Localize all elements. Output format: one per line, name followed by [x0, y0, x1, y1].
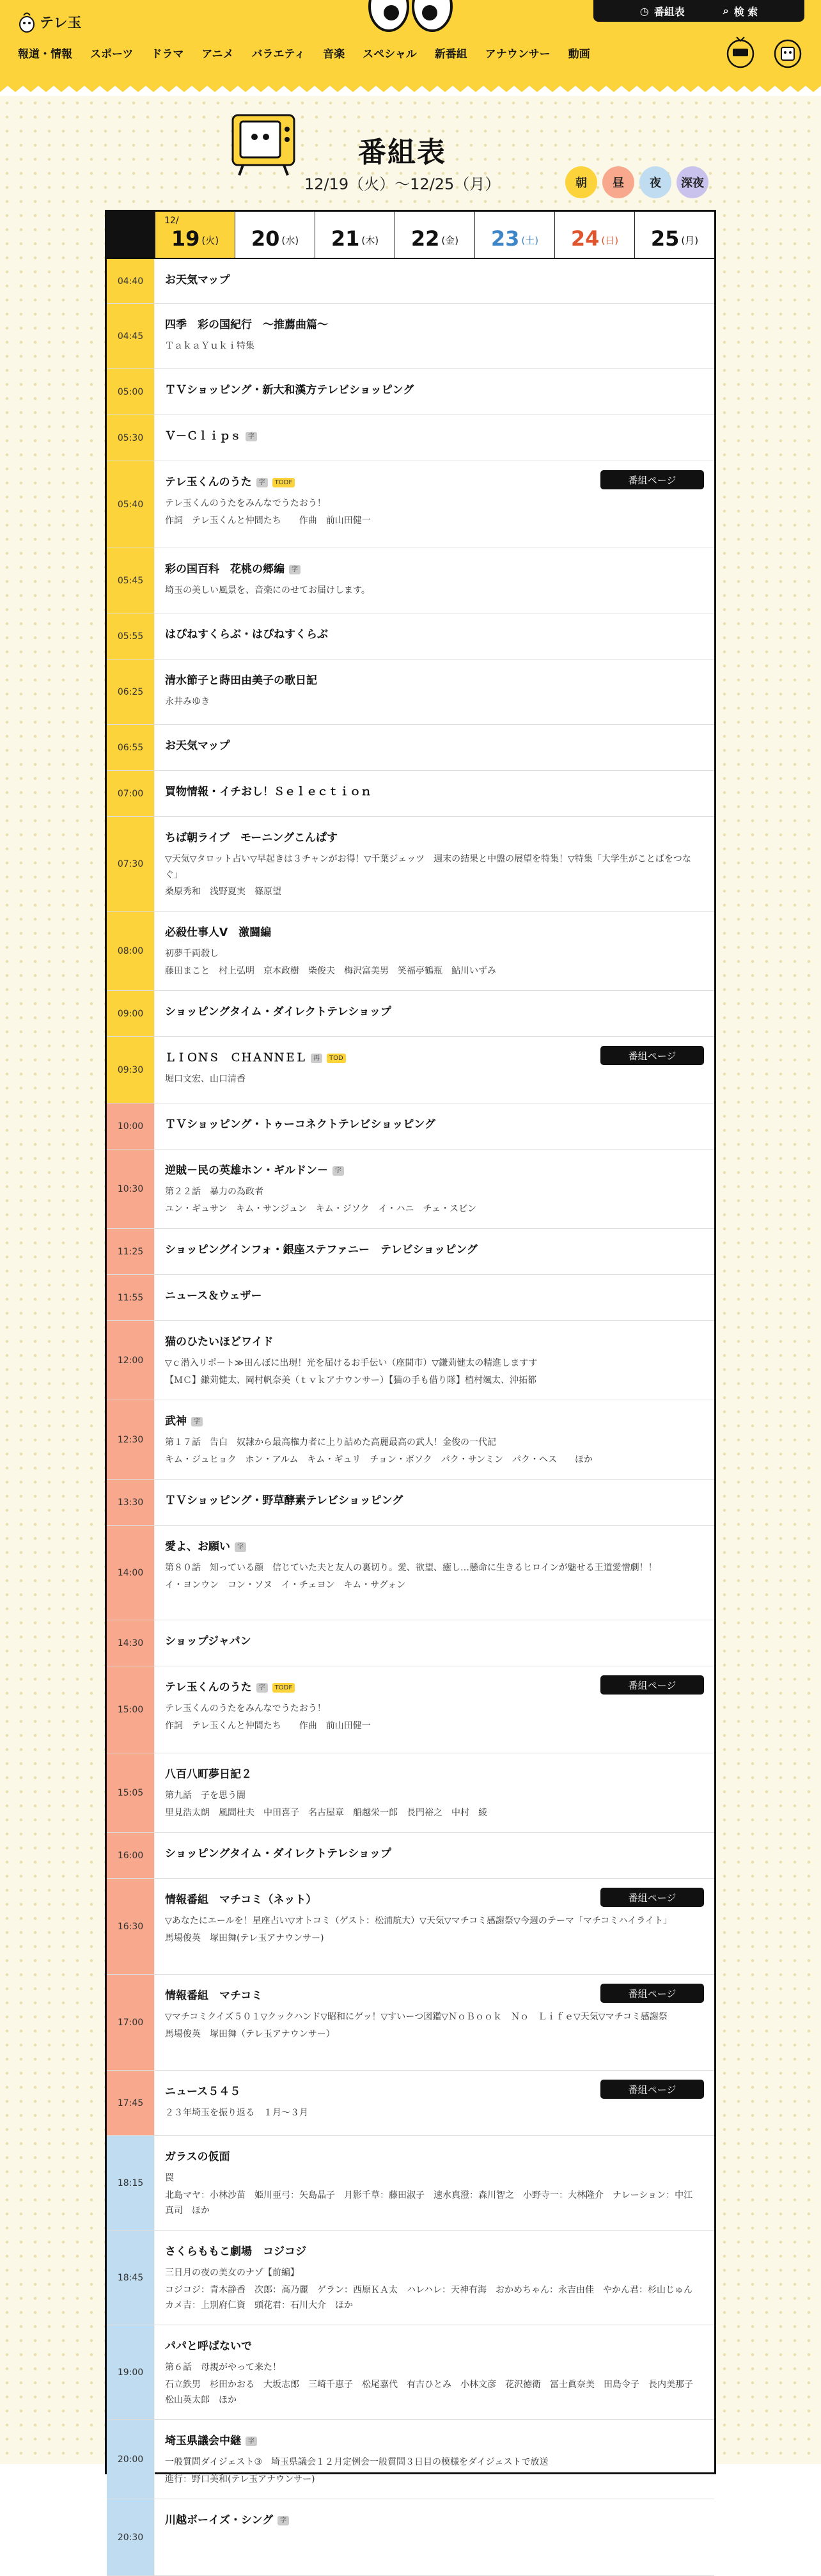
- program-row[interactable]: [107, 415, 714, 461]
- program-time: 18:45: [107, 2231, 155, 2325]
- program-title-text: 四季 彩の国紀行 ～推薦曲篇～: [165, 319, 328, 331]
- program-tag-badge: 字: [235, 1542, 246, 1552]
- program-row[interactable]: [107, 613, 714, 660]
- mascot-robot-icon[interactable]: [771, 32, 804, 69]
- program-title-text: 情報番組 マチコミ（ネット）: [165, 1893, 317, 1906]
- day-number: 20: [251, 226, 280, 251]
- program-page-button[interactable]: 番組ページ: [600, 470, 704, 489]
- program-title[interactable]: [165, 831, 704, 845]
- program-title[interactable]: [165, 1164, 704, 1178]
- program-time: 17:45: [107, 2071, 155, 2135]
- program-time: 07:00: [107, 771, 155, 816]
- program-time: 09:00: [107, 991, 155, 1036]
- program-row[interactable]: [107, 259, 714, 304]
- program-description: コジコジ：青木静香 次郎：高乃麗 ゲラン：西原ＫＡ太 ハレハレ：天神有海 おかめちゃん：永吉由佳 やかん君：杉山じゅん カメ吉：上別府仁資 頭花君：石川大介 ほか: [165, 2284, 702, 2311]
- program-tag-badge: 字: [289, 565, 301, 574]
- program-title-text: 愛よ、お願い: [165, 1540, 230, 1553]
- program-time: 15:05: [107, 1753, 155, 1832]
- program-row[interactable]: [107, 1150, 714, 1229]
- program-title[interactable]: [165, 1414, 704, 1428]
- schedule-link[interactable]: [640, 4, 685, 19]
- program-description: 石立鉄男 杉田かおる 大坂志郎 三崎千恵子 松尾嘉代 有吉ひとみ 小林文彦 花沢徳衛 冨士眞奈美 田島令子 長内美那子 松山英太郎 ほか: [165, 2379, 702, 2406]
- program-row[interactable]: [107, 2420, 714, 2499]
- program-time: 09:30: [107, 1037, 155, 1103]
- program-time: 05:55: [107, 613, 155, 659]
- program-cell: [155, 2420, 714, 2499]
- program-cell: [155, 1620, 714, 1666]
- day-month: 12/: [164, 216, 179, 226]
- program-title-text: テレ玉くんのうた: [165, 476, 252, 489]
- program-time: 04:45: [107, 304, 155, 368]
- program-row[interactable]: [107, 548, 714, 613]
- program-time: 20:30: [107, 2499, 155, 2575]
- program-list: [107, 259, 714, 2576]
- program-title[interactable]: [165, 785, 704, 799]
- program-cell: [155, 771, 714, 816]
- program-title[interactable]: [165, 1335, 704, 1349]
- program-cell: [155, 548, 714, 613]
- program-title-text: 川越ボーイズ・シング: [165, 2514, 274, 2527]
- day-number: 25: [650, 226, 680, 251]
- day-tab[interactable]: [554, 212, 634, 258]
- program-time: 12:30: [107, 1400, 155, 1479]
- program-row[interactable]: [107, 2231, 714, 2325]
- program-title[interactable]: [165, 2150, 704, 2164]
- program-page-button[interactable]: 番組ページ: [600, 1046, 704, 1065]
- program-row[interactable]: [107, 1833, 714, 1879]
- day-tabs-corner: [107, 212, 155, 258]
- program-title[interactable]: [165, 562, 704, 576]
- program-row[interactable]: [107, 461, 714, 548]
- program-cell: [155, 2071, 714, 2135]
- site-header: [0, 0, 821, 78]
- program-time: 17:00: [107, 1975, 155, 2070]
- program-title[interactable]: [165, 926, 704, 940]
- program-title[interactable]: [165, 1540, 704, 1554]
- program-cell: [155, 613, 714, 659]
- tod-late-label: 深夜: [681, 177, 704, 190]
- program-title[interactable]: [165, 273, 704, 287]
- terebi-tama-logo-icon: [18, 10, 36, 33]
- program-row[interactable]: [107, 2499, 714, 2576]
- search-link[interactable]: [723, 4, 758, 19]
- page-title: 番組表: [358, 136, 446, 169]
- tod-night-label: 夜: [650, 177, 661, 190]
- program-time: 04:40: [107, 259, 155, 303]
- program-cell: [155, 912, 714, 990]
- program-time: 05:00: [107, 369, 155, 415]
- tod-day-label: 昼: [613, 177, 624, 190]
- program-description: イ・ヨンウン コン・ソヌ イ・チェヨン キム・サグォン: [165, 1579, 406, 1590]
- program-title-text: 買物情報・イチおし！Ｓｅｌｅｃｔｉｏｎ: [165, 786, 371, 798]
- program-title[interactable]: [165, 739, 704, 753]
- program-time: 05:40: [107, 461, 155, 548]
- program-description: ＴａｋａＹｕｋｉ特集: [165, 341, 254, 352]
- day-number: 19: [171, 226, 200, 251]
- program-title[interactable]: [165, 2434, 704, 2448]
- program-time: 11:55: [107, 1275, 155, 1320]
- program-time: 13:30: [107, 1480, 155, 1525]
- program-description: 第九話 子を思う闇: [165, 1790, 246, 1801]
- program-title-text: ＴＶショッピング・新大和漢方テレビショッピング: [165, 384, 414, 397]
- program-time: 06:55: [107, 725, 155, 770]
- day-number: 21: [331, 226, 360, 251]
- program-description: 第６話 母親がやって来た！: [165, 2362, 281, 2373]
- program-description: 桑原秀和 浅野夏実 篠原望: [165, 887, 281, 897]
- program-title[interactable]: [165, 1118, 704, 1132]
- program-title-text: 逆賊－民の英雄ホン・ギルドン－: [165, 1164, 328, 1177]
- nav-item[interactable]: スペシャル: [363, 48, 417, 61]
- tod-morning-button[interactable]: [565, 166, 597, 198]
- program-cell: [155, 461, 714, 548]
- program-row[interactable]: [107, 1321, 714, 1400]
- program-title[interactable]: [165, 1494, 704, 1508]
- program-cell: [155, 660, 714, 724]
- program-title-text: はぴねすくらぶ・はぴねすくらぶ: [165, 628, 328, 641]
- program-title-text: ショッピングインフォ・銀座ステファニー テレビショッピング: [165, 1244, 478, 1256]
- program-row[interactable]: [107, 771, 714, 817]
- header-zigzag: [0, 78, 821, 96]
- tod-late-button[interactable]: [676, 166, 708, 198]
- nav-item[interactable]: ドラマ: [151, 48, 184, 61]
- program-cell: [155, 369, 714, 415]
- program-row[interactable]: [107, 1103, 714, 1150]
- program-row[interactable]: [107, 1400, 714, 1480]
- program-description: ▽ｃ潜入リポート≫田んぼに出現！光を届けるお手伝い（座間市）▽鎌苅健太の精進しますす: [165, 1358, 538, 1369]
- program-title[interactable]: [165, 318, 704, 332]
- program-cell: [155, 817, 714, 911]
- program-row[interactable]: [107, 2071, 714, 2136]
- day-number: 24: [570, 226, 600, 251]
- program-row[interactable]: [107, 1526, 714, 1620]
- program-time: 20:00: [107, 2420, 155, 2499]
- program-row[interactable]: [107, 1975, 714, 2071]
- program-tag-badge: 字: [278, 2516, 289, 2525]
- day-weekday: (火): [201, 235, 219, 246]
- search-icon: ⌕: [723, 4, 729, 17]
- program-cell: [155, 2325, 714, 2419]
- program-time: 14:30: [107, 1620, 155, 1666]
- program-time: 15:00: [107, 1666, 155, 1753]
- program-cell: [155, 1275, 714, 1320]
- program-title[interactable]: [165, 2513, 704, 2527]
- program-title[interactable]: [165, 1289, 704, 1303]
- program-cell: [155, 259, 714, 303]
- nav-item[interactable]: スポーツ: [90, 48, 134, 61]
- schedule-table: [105, 210, 716, 2543]
- tod-morning-label: 朝: [575, 177, 587, 190]
- program-time: 06:25: [107, 660, 155, 724]
- program-row[interactable]: [107, 1037, 714, 1103]
- program-title-text: 埼玉県議会中継: [165, 2435, 241, 2447]
- program-page-button[interactable]: 番組ページ: [600, 1888, 704, 1907]
- program-title-text: 必殺仕事人Ⅴ 激闘編: [165, 926, 272, 939]
- program-time: 05:30: [107, 415, 155, 461]
- day-weekday: (日): [601, 235, 619, 246]
- nav-item[interactable]: 動画: [568, 48, 590, 61]
- program-title[interactable]: [165, 2339, 704, 2353]
- program-description: キム・ジュヒョク ホン・アルム キム・ギュリ チョン・ボソク パク・サンミン パク・ヘス ほか: [165, 1454, 593, 1465]
- program-tag-badge: TOD: [327, 1054, 346, 1063]
- program-tag-badge: TODF: [272, 478, 295, 487]
- program-page-button[interactable]: 番組ページ: [600, 1984, 704, 2003]
- program-title-text: 猫のひたいほどワイド: [165, 1336, 274, 1348]
- day-weekday: (水): [281, 235, 299, 246]
- program-description: ユン・ギュサン キム・サンジュン キム・ジソク イ・ハニ チェ・スビン: [165, 1203, 477, 1214]
- program-row[interactable]: [107, 1666, 714, 1753]
- program-description: テレ玉くんのうたをみんなでうたおう！: [165, 1703, 326, 1714]
- program-cell: [155, 2136, 714, 2230]
- program-description: 進行：野口美和(テレ玉アナウンサー): [165, 2474, 315, 2485]
- program-title[interactable]: [165, 1767, 704, 1782]
- program-title[interactable]: [165, 1634, 704, 1648]
- program-cell: [155, 415, 714, 461]
- program-description: ▽マチコミクイズ５０１▽クックハンド▽昭和にゲッ！▽すいーつ図鑑▽ＮｏＢｏｏｋ Ｎｏ Ｌｉｆｅ▽天気▽マチコミ感謝祭: [165, 2012, 668, 2023]
- tod-night-button[interactable]: [639, 166, 671, 198]
- program-title[interactable]: [165, 2245, 704, 2259]
- program-description: ▽あなたにエールを！星座占い▽オトコミ（ゲスト：松浦航大）▽天気▽マチコミ感謝祭▽今週のテーマ「マチコミハイライト」: [165, 1916, 672, 1927]
- program-title[interactable]: [165, 1243, 704, 1257]
- program-row[interactable]: [107, 725, 714, 771]
- program-cell: [155, 2499, 714, 2575]
- program-description: 馬場俊英 塚田舞（テレ玉アナウンサー）: [165, 2028, 335, 2039]
- program-title-text: ショッピングタイム・ダイレクトテレショップ: [165, 1847, 391, 1860]
- program-cell: [155, 304, 714, 368]
- main-nav: [18, 45, 608, 61]
- program-time: 08:00: [107, 912, 155, 990]
- program-description: 馬場俊英 塚田舞(テレ玉アナウンサー): [165, 1932, 324, 1943]
- program-cell: [155, 1879, 714, 1974]
- program-row[interactable]: [107, 369, 714, 415]
- program-description: 三日月の夜の美女のナゾ【前編】: [165, 2268, 299, 2279]
- tod-day-button[interactable]: [602, 166, 634, 198]
- program-row[interactable]: [107, 1620, 714, 1666]
- program-title-text: お天気マップ: [165, 739, 230, 752]
- program-title-text: 八百八町夢日記２: [165, 1768, 252, 1781]
- day-weekday: (金): [441, 235, 459, 246]
- program-page-button[interactable]: 番組ページ: [600, 1675, 704, 1695]
- day-tab[interactable]: [634, 212, 714, 258]
- program-description: 初夢千両殺し: [165, 949, 219, 960]
- date-range: 12/19（火）～12/25（月）: [304, 175, 501, 193]
- program-cell: [155, 725, 714, 770]
- program-cell: [155, 991, 714, 1036]
- program-row[interactable]: [107, 1229, 714, 1275]
- program-description: 堀口文宏、山口清香: [165, 1074, 246, 1085]
- day-tab[interactable]: [395, 212, 474, 258]
- program-cell: [155, 1400, 714, 1479]
- program-title[interactable]: [165, 1005, 704, 1019]
- day-number: 22: [410, 226, 440, 251]
- program-cell: [155, 1526, 714, 1620]
- program-row[interactable]: [107, 1480, 714, 1526]
- program-description: 罠: [165, 2173, 174, 2184]
- program-time: 14:00: [107, 1526, 155, 1620]
- nav-item[interactable]: 新番組: [434, 48, 467, 61]
- program-time: 16:00: [107, 1833, 155, 1878]
- program-title[interactable]: [165, 429, 704, 443]
- program-title-text: ＬＩＯＮＳ ＣＨＡＮＮＥＬ: [165, 1052, 306, 1064]
- day-tab[interactable]: [474, 212, 554, 258]
- program-description: 一般質問ダイジェスト③ 埼玉県議会１２月定例会一般質問３日目の模様をダイジェストで放送: [165, 2457, 549, 2468]
- program-cell: [155, 1833, 714, 1878]
- program-tag-badge: 字: [246, 2437, 257, 2446]
- logo-text: テレ玉: [40, 15, 82, 31]
- program-time: 11:25: [107, 1229, 155, 1274]
- program-tag-badge: 字: [256, 478, 268, 487]
- program-row[interactable]: [107, 2325, 714, 2420]
- program-title-text: 清水節子と蒔田由美子の歌日記: [165, 674, 317, 687]
- program-title-text: 武神: [165, 1415, 187, 1428]
- day-number: 23: [490, 226, 520, 251]
- program-row[interactable]: [107, 817, 714, 912]
- program-title-text: ニュース５４５: [165, 2085, 241, 2098]
- day-tab[interactable]: [235, 212, 315, 258]
- program-description: 作詞 テレ玉くんと仲間たち 作曲 前山田健一: [165, 515, 371, 526]
- program-description: 【ＭＣ】鎌苅健太、岡村帆奈美（ｔｖｋアナウンサー）【猫の手も借り隊】植村颯太、沖拓都: [165, 1375, 536, 1386]
- program-title-text: 情報番組 マチコミ: [165, 1989, 263, 2002]
- program-row[interactable]: [107, 2136, 714, 2231]
- program-title-text: さくらももこ劇場 コジコジ: [165, 2245, 306, 2258]
- day-weekday: (土): [521, 235, 539, 246]
- program-cell: [155, 1666, 714, 1753]
- program-title-text: ニュース＆ウェザー: [165, 1290, 262, 1302]
- program-title[interactable]: [165, 383, 704, 397]
- day-tab[interactable]: [315, 212, 395, 258]
- program-row[interactable]: [107, 1879, 714, 1975]
- day-tab[interactable]: [155, 212, 235, 258]
- program-tag-badge: 字: [256, 1683, 268, 1693]
- program-description: 埼玉の美しい風景を、音楽にのせてお届けします。: [165, 585, 370, 596]
- program-description: テレ玉くんのうたをみんなでうたおう！: [165, 498, 326, 509]
- nav-item[interactable]: アニメ: [201, 48, 234, 61]
- program-time: 10:00: [107, 1103, 155, 1149]
- program-cell: [155, 1103, 714, 1149]
- mascot-eyes-icon: [366, 0, 455, 33]
- title-area: [0, 102, 821, 198]
- program-row[interactable]: [107, 1753, 714, 1833]
- program-title[interactable]: [165, 628, 704, 642]
- program-description: 第１７話 告白 奴隷から最高権力者に上り詰めた高麗最高の武人！金俊の一代記: [165, 1437, 496, 1448]
- program-title-text: ガラスの仮面: [165, 2151, 230, 2163]
- program-time: 18:15: [107, 2136, 155, 2230]
- program-row[interactable]: [107, 660, 714, 725]
- program-cell: [155, 1480, 714, 1525]
- day-tabs: [107, 212, 714, 259]
- tv-mascot-icon: [228, 110, 299, 178]
- program-description: ２３年埼玉を振り返る １月～３月: [165, 2108, 308, 2119]
- program-title[interactable]: [165, 1847, 704, 1861]
- program-row[interactable]: [107, 912, 714, 991]
- program-row[interactable]: [107, 1275, 714, 1321]
- program-title-text: Ｖ－Ｃｌｉｐｓ: [165, 430, 241, 443]
- program-description: 作詞 テレ玉くんと仲間たち 作曲 前山田健一: [165, 1720, 371, 1731]
- program-cell: [155, 2231, 714, 2325]
- program-cell: [155, 1975, 714, 2070]
- search-link-label: 検 索: [733, 5, 758, 18]
- program-time: 19:00: [107, 2325, 155, 2419]
- program-time: 05:45: [107, 548, 155, 613]
- nav-item[interactable]: アナウンサー: [485, 48, 551, 61]
- program-description: ▽天気▽タロット占い▽早起きは３チャンがお得！▽千葉ジェッツ 週末の結果と中盤の展望を特集！▽特集「大学生がことばをつなぐ」: [165, 854, 691, 880]
- program-cell: [155, 1229, 714, 1274]
- program-page-button[interactable]: 番組ページ: [600, 2080, 704, 2099]
- program-description: 里見浩太朗 風間杜夫 中田喜子 名古屋章 船越栄一郎 長門裕之 中村 綾: [165, 1807, 487, 1818]
- program-title-text: ちば朝ライブ モーニングこんぱす: [165, 832, 338, 844]
- program-title[interactable]: [165, 674, 704, 688]
- program-description: 第８０話 知っている顔 信じていた夫と友人の裏切り。愛、欲望、癒し…懸命に生きるヒロインが魅せる王道愛憎劇！！: [165, 1563, 657, 1574]
- program-description: 藤田まこと 村上弘明 京本政樹 柴俊夫 梅沢富美男 笑福亭鶴瓶 鮎川いずみ: [165, 965, 496, 976]
- program-row[interactable]: [107, 991, 714, 1037]
- program-time: 10:30: [107, 1150, 155, 1228]
- day-weekday: (月): [681, 235, 699, 246]
- schedule-link-label: 番組表: [653, 5, 685, 18]
- mascot-chick-icon[interactable]: [724, 32, 757, 69]
- program-description: 第２２話 暴力の為政者: [165, 1187, 263, 1197]
- program-description: 北島マヤ：小林沙苗 姫川亜弓：矢島晶子 月影千草：藤田淑子 速水真澄：森川智之 小野寺一：大林隆介 ナレーション：中江真司 ほか: [165, 2190, 693, 2216]
- program-time: 16:30: [107, 1879, 155, 1974]
- program-tag-badge: 字: [191, 1417, 203, 1426]
- program-title-text: ショッピングタイム・ダイレクトテレショップ: [165, 1006, 391, 1018]
- program-title-text: 彩の国百科 花桃の郷編: [165, 563, 285, 576]
- program-cell: [155, 1037, 714, 1103]
- top-links: [593, 0, 804, 22]
- program-title-text: ショップジャパン: [165, 1635, 251, 1648]
- program-row[interactable]: [107, 304, 714, 369]
- program-cell: [155, 1753, 714, 1832]
- program-time: 12:00: [107, 1321, 155, 1400]
- program-tag-badge: TODF: [272, 1683, 295, 1693]
- nav-item[interactable]: バラエティ: [251, 48, 306, 61]
- program-title-text: お天気マップ: [165, 274, 230, 287]
- site-logo[interactable]: [18, 9, 82, 35]
- program-tag-badge: 再: [311, 1054, 322, 1063]
- nav-item[interactable]: 音楽: [323, 48, 345, 61]
- nav-item[interactable]: 報道・情報: [18, 48, 72, 61]
- program-title-text: テレ玉くんのうた: [165, 1681, 252, 1694]
- program-tag-badge: 字: [246, 432, 257, 441]
- program-title-text: ＴＶショッピング・野草酵素テレビショッピング: [165, 1494, 403, 1507]
- program-tag-badge: 字: [332, 1166, 344, 1176]
- day-weekday: (木): [361, 235, 379, 246]
- program-cell: [155, 1321, 714, 1400]
- program-cell: [155, 1150, 714, 1228]
- program-title-text: パパと呼ばないで: [165, 2340, 252, 2353]
- clock-icon: ◷: [639, 4, 649, 17]
- program-time: 07:30: [107, 817, 155, 911]
- program-description: 永井みゆき: [165, 697, 210, 707]
- program-title-text: ＴＶショッピング・トゥーコネクトテレビショッピング: [165, 1118, 435, 1131]
